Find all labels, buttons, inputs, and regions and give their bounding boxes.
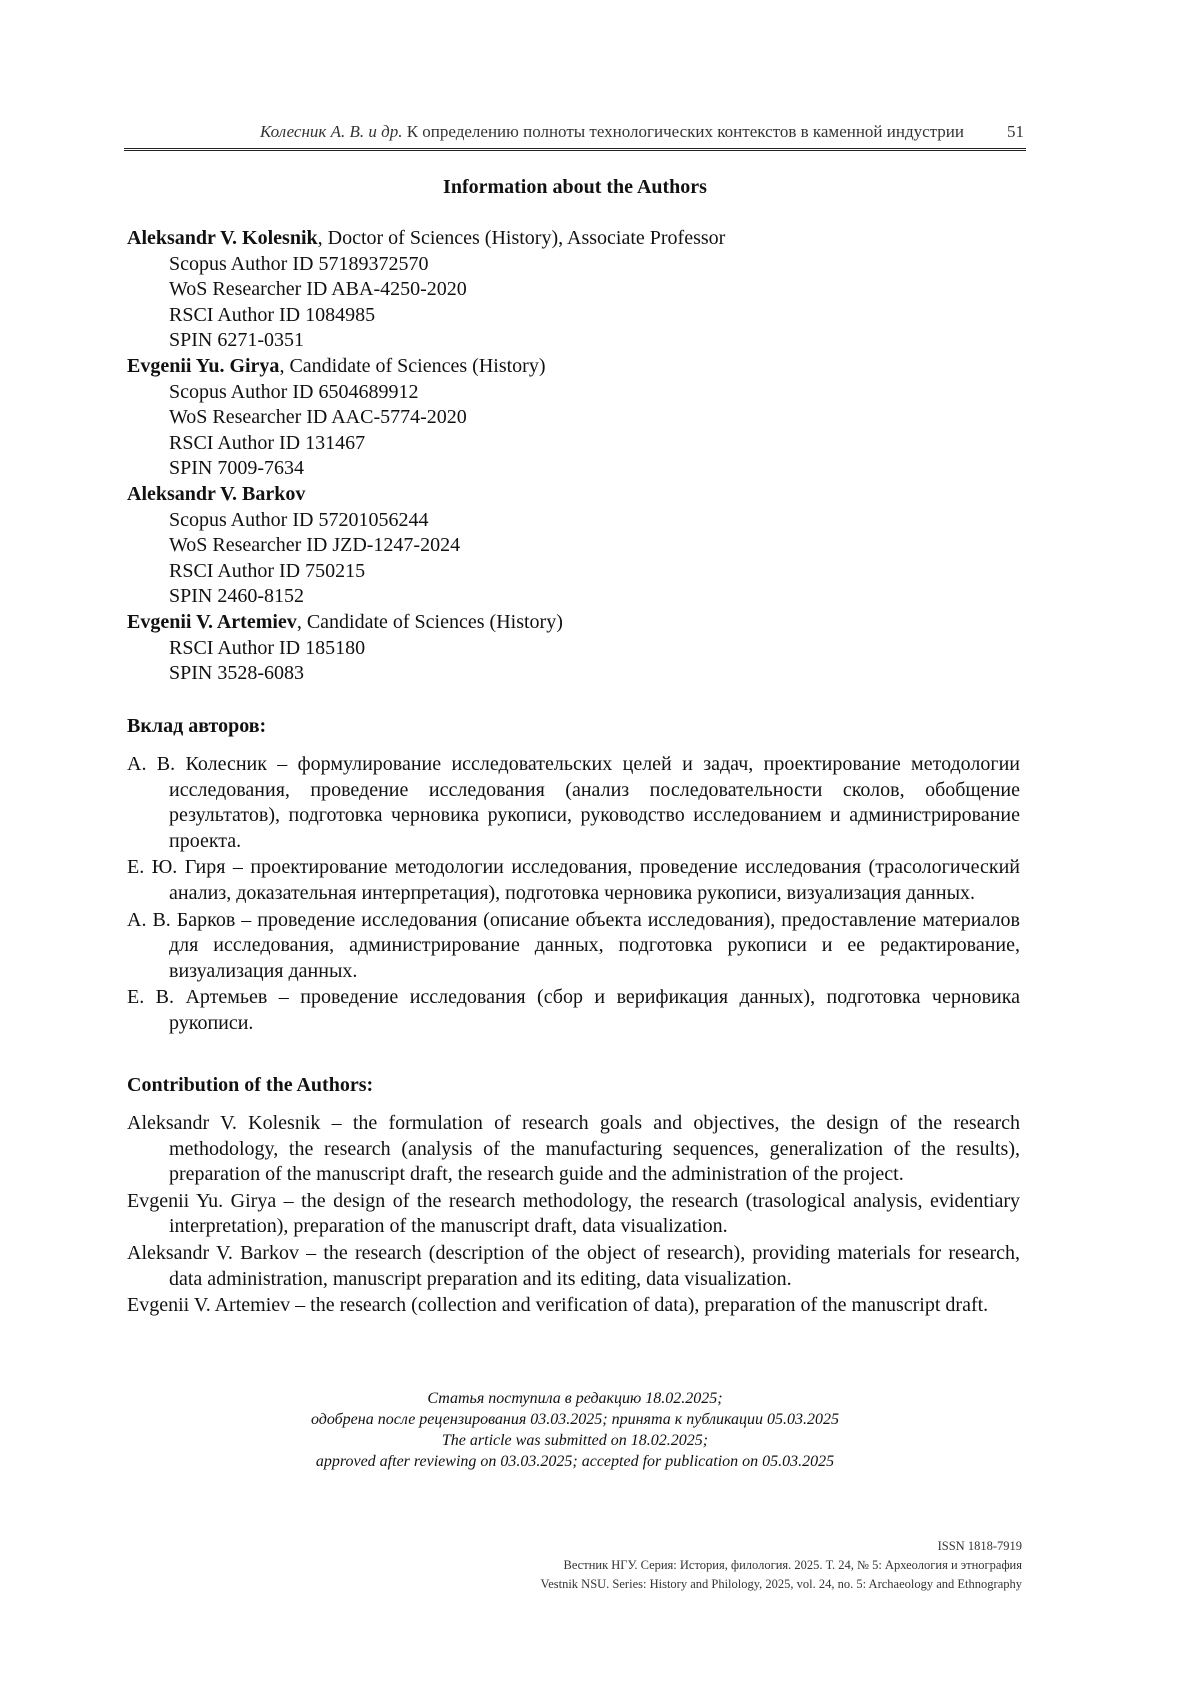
journal-en: Vestnik NSU. Series: History and Philology, 2025, vol. 24, no. 5: Archaeology and Ethnography	[540, 1577, 1022, 1591]
received-en-line1: The article was submitted on 18.02.2025;	[441, 1432, 709, 1449]
author-line	[127, 354, 1027, 380]
author-id-line: Scopus Author ID 6504689912	[169, 380, 419, 403]
author-id-line: RSCI Author ID 185180	[169, 636, 366, 659]
author-id-line: RSCI Author ID 1084985	[169, 303, 376, 326]
author-entry	[127, 610, 1027, 687]
running-head	[124, 120, 1026, 151]
contrib-ru-item: А. В. Барков – проведение исследования (описание объекта исследования), предоставление материалов для исследования, администрирование данных, подготовка рукописи и ее редактирование, визуализация данных.	[127, 908, 1020, 982]
authors-block	[127, 226, 1027, 687]
author-degree: , Doctor of Sciences (History), Associate Professor	[317, 227, 726, 249]
author-entry	[127, 482, 1027, 610]
author-id-line: WoS Researcher ID ABA-4250-2020	[169, 278, 467, 301]
page-number: 51	[1007, 122, 1024, 141]
author-degree: , Candidate of Sciences (History)	[279, 354, 546, 377]
author-id-line: SPIN 7009-7634	[169, 457, 305, 480]
contrib-en-item: Evgenii V. Artemiev – the research (collection and verification of data), preparation of the manuscript draft.	[127, 1294, 989, 1317]
author-id-line: RSCI Author ID 750215	[169, 559, 366, 582]
author-name: Aleksandr V. Kolesnik	[127, 227, 318, 249]
author-name: Evgenii V. Artemiev	[127, 610, 297, 633]
author-name: Evgenii Yu. Girya	[127, 354, 280, 377]
received-en-line2: approved after reviewing on 03.03.2025; accepted for publication on 05.03.2025	[315, 1453, 835, 1470]
received-ru-line2: одобрена после рецензирования 03.03.2025; принята к публикации 05.03.2025	[310, 1411, 840, 1428]
author-name: Aleksandr V. Barkov	[127, 482, 306, 505]
contrib-ru-item: А. В. Колесник – формулирование исследовательских целей и задач, проектирование методологии исследования, проведение исследования (анализ последовательности сколов, обобщение результатов), подготовка черновика рукописи, руководство исследованием и администрирование проекта.	[127, 753, 1020, 852]
author-id-line: SPIN 2460-8152	[169, 585, 305, 608]
contrib-ru-item: Е. В. Артемьев – проведение исследования (сбор и верификация данных), подготовка черновика рукописи.	[127, 986, 1020, 1034]
running-head-text	[260, 122, 964, 142]
author-id-line: Scopus Author ID 57201056244	[169, 508, 429, 531]
author-id-line: WoS Researcher ID JZD-1247-2024	[169, 534, 461, 557]
author-line	[127, 610, 1027, 636]
author-id-line: WoS Researcher ID AAC-5774-2020	[169, 406, 467, 429]
contrib-en-list	[127, 1111, 1020, 1320]
author-line	[127, 482, 1027, 508]
author-entry	[127, 354, 1027, 482]
contrib-ru-heading: Вклад авторов:	[127, 715, 267, 737]
issn: ISSN 1818-7919	[937, 1539, 1022, 1553]
running-head-title: К определению полноты технологических контекстов в каменной индустрии	[406, 122, 964, 141]
contrib-ru-list	[127, 752, 1020, 1038]
contrib-en-item: Aleksandr V. Barkov – the research (description of the object of research), providing materials for research, data administration, manuscript preparation and its editing, data visualization.	[127, 1241, 1020, 1290]
running-head-authors: Колесник А. В. и др.	[260, 122, 403, 141]
author-id-line: SPIN 6271-0351	[169, 329, 305, 352]
received-ru-line1: Статья поступила в редакцию 18.02.2025;	[427, 1390, 723, 1407]
author-line	[127, 226, 1027, 252]
journal-ru: Вестник НГУ. Серия: История, филология. 2025. Т. 24, № 5: Археология и этнография	[563, 1558, 1022, 1572]
author-id-line: RSCI Author ID 131467	[169, 431, 366, 454]
received-dates	[124, 1388, 1026, 1472]
contrib-en-heading: Contribution of the Authors:	[127, 1074, 374, 1096]
info-authors-title: Information about the Authors	[443, 176, 707, 198]
contrib-en-item: Aleksandr V. Kolesnik – the formulation of research goals and objectives, the design of the research methodology, the research (analysis of the manufacturing sequences, generalization of the results), preparation of the manuscript draft, the research guide and the administration of the project.	[127, 1112, 1020, 1186]
author-id-line: SPIN 3528-6083	[169, 662, 305, 685]
journal-footer	[541, 1537, 1022, 1594]
contrib-en-item: Evgenii Yu. Girya – the design of the research methodology, the research (trasological analysis, evidentiary interpretation), preparation of the manuscript draft, data visualization.	[127, 1189, 1020, 1238]
contrib-ru-item: Е. Ю. Гиря – проектирование методологии исследования, проведение исследования (трасологический анализ, доказательная интерпретация), подготовка черновика рукописи, визуализация данных.	[127, 856, 1020, 904]
author-id-line: Scopus Author ID 57189372570	[169, 252, 429, 275]
author-degree: , Candidate of Sciences (History)	[296, 610, 563, 633]
author-entry	[127, 226, 1027, 354]
